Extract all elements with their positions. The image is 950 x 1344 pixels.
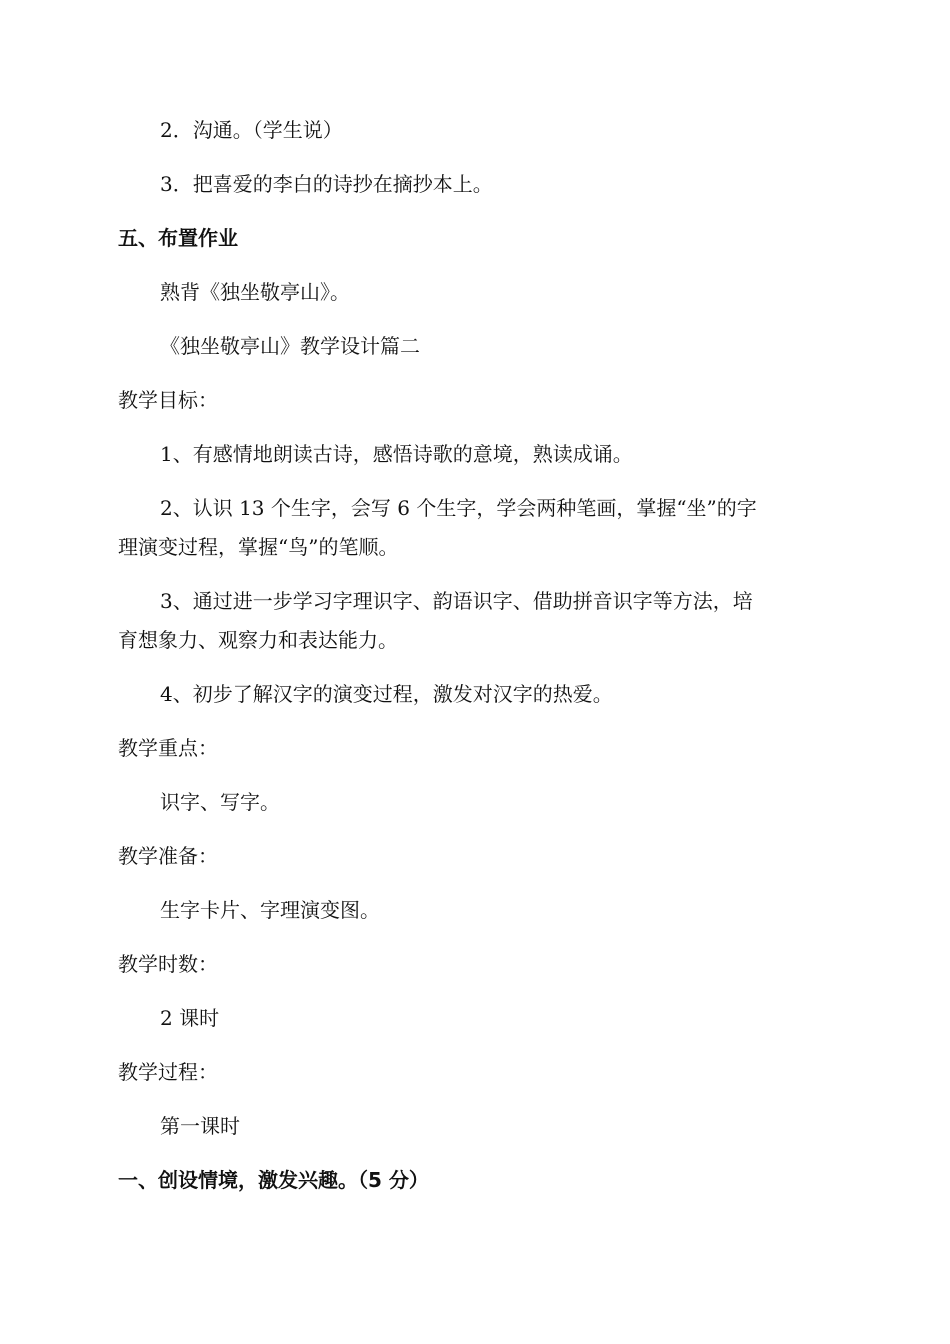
heading-create-situation: 一、创设情境，激发兴趣。（5 分） [118,1168,429,1192]
homework-text: 熟背《独坐敬亭山》。 [160,280,350,304]
process-label: 教学过程： [118,1060,218,1084]
goal-2-line-1: 2、认识 13 个生字，会写 6 个生字，学会两种笔画，掌握“坐”的字 [160,496,757,520]
lesson-one: 第一课时 [160,1114,240,1138]
goal-4: 4、初步了解汉字的演变过程，激发对汉字的热爱。 [160,682,613,706]
goal-1: 1、有感情地朗读古诗，感悟诗歌的意境，熟读成诵。 [160,442,633,466]
preparation: 生字卡片、字理演变图。 [160,898,380,922]
key-points-label: 教学重点： [118,736,218,760]
step-communicate: 2．沟通。（学生说） [160,118,343,142]
goals-label: 教学目标： [118,388,218,412]
goal-3-line-2: 育想象力、观察力和表达能力。 [118,628,398,652]
hours: 2 课时 [160,1006,220,1030]
section-title: 《独坐敬亭山》教学设计篇二 [160,334,420,358]
preparation-label: 教学准备： [118,844,218,868]
key-points: 识字、写字。 [160,790,280,814]
heading-homework: 五、布置作业 [118,226,238,250]
goal-3-line-1: 3、通过进一步学习字理识字、韵语识字、借助拼音识字等方法，培 [160,589,753,613]
step-copy-poem: 3．把喜爱的李白的诗抄在摘抄本上。 [160,172,493,196]
goal-2-line-2: 理演变过程，掌握“鸟”的笔顺。 [118,535,399,559]
hours-label: 教学时数： [118,952,218,976]
